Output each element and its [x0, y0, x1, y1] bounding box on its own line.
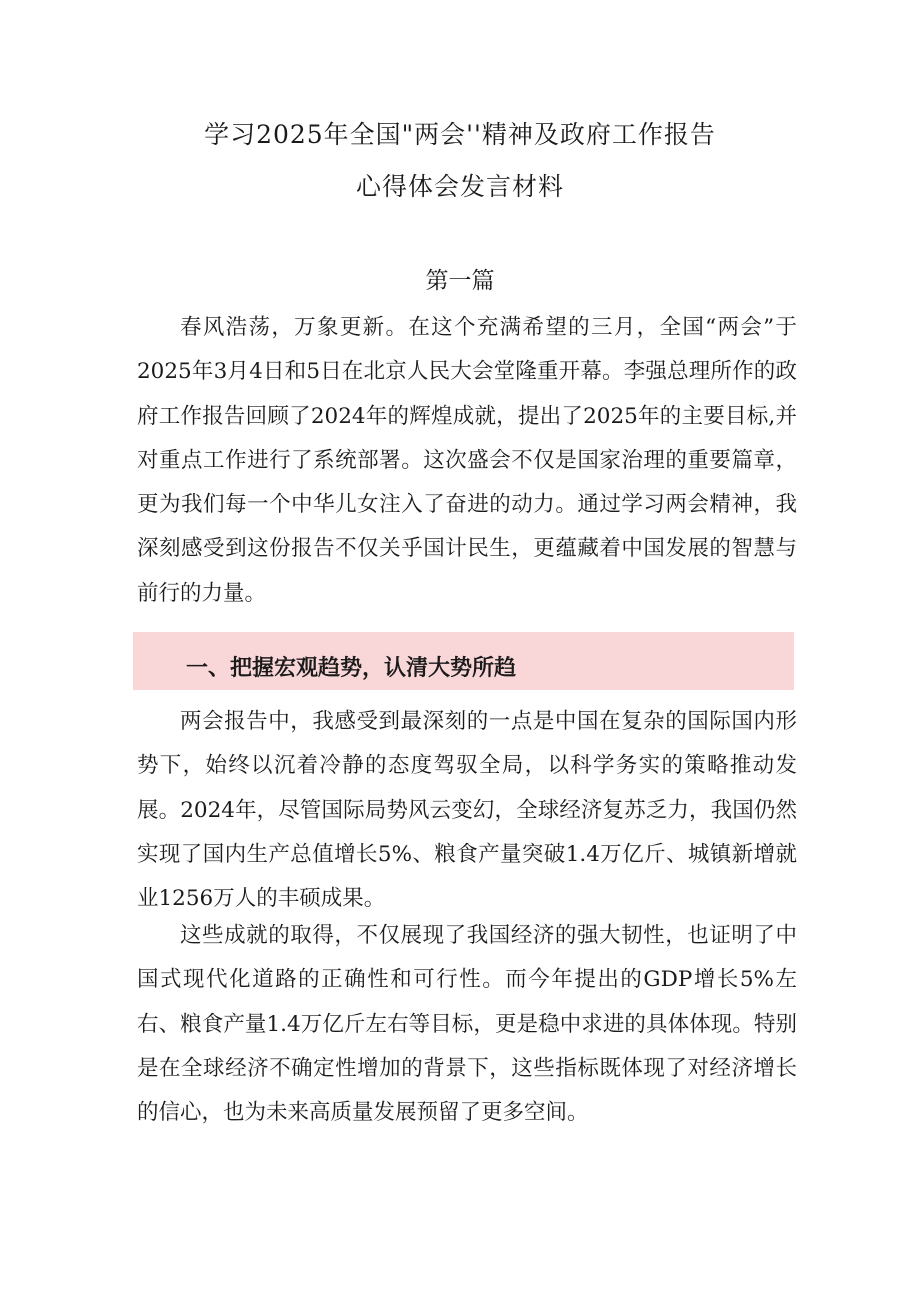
document-title-line2: 心得体会发言材料	[355, 172, 564, 201]
paragraph-intro: 春风浩荡，万象更新。在这个充满希望的三月，全国“两会”于2025年3月4日和5日在北京人民大会堂隆重开幕。李强总理所作的政府工作报告回顾了2024年的辉煌成就，提出了2025年的主要目标,并对重点工作进行了系统部署。这次盛会不仅是国家治理的重要篇章，更为我们每一个中华儿女注入了奋进的动力。通过学习两会精神，我深刻感受到这份报告不仅关乎国计民生，更蕴藏着中国发展的智慧与前行的力量。	[137, 315, 797, 606]
document-title-line1: 学习2025年全国"两会''精神及政府工作报告	[204, 120, 716, 149]
part-label: 第一篇	[425, 268, 495, 294]
section-heading-1: 一、把握宏观趋势，认清大势所趋	[186, 656, 517, 681]
paragraph-achievements: 两会报告中，我感受到最深刻的一点是中国在复杂的国际国内形势下，始终以沉着冷静的态度驾驭全局，以科学务实的策略推动发展。2024年，尽管国际局势风云变幻，全球经济复苏乏力，我国仍然实现了国内生产总值增长5%、粮食产量突破1.4万亿斤、城镇新增就业1256万人的丰硕成果。	[137, 709, 797, 912]
paragraph-targets: 这些成就的取得，不仅展现了我国经济的强大韧性，也证明了中国式现代化道路的正确性和可行性。而今年提出的GDP增长5%左右、粮食产量1.4万亿斤左右等目标，更是稳中求进的具体体现。特别是在全球经济不确定性增加的背景下，这些指标既体现了对经济增长的信心，也为未来高质量发展预留了更多空间。	[137, 923, 797, 1126]
